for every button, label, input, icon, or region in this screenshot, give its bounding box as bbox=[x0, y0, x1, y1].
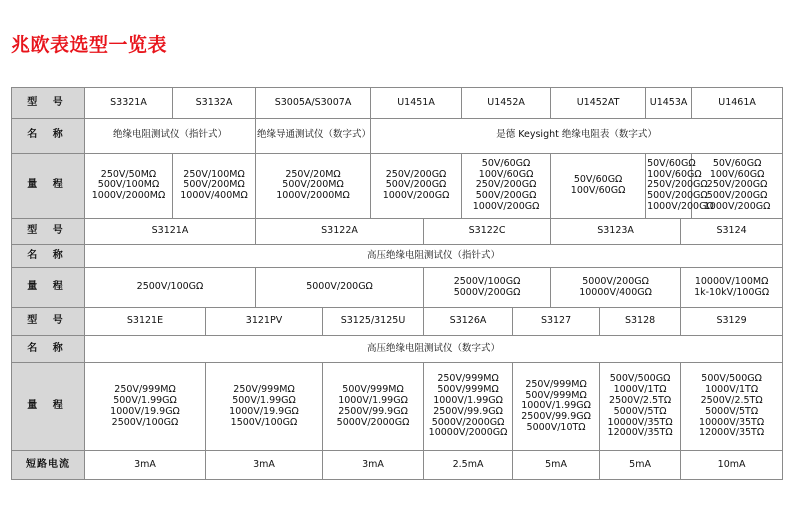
short-circuit-cell: 5mA bbox=[600, 451, 681, 480]
model-cell: S3122A bbox=[256, 219, 424, 245]
name-cell: 绝缘导通测试仪（数字式） bbox=[256, 118, 371, 153]
range-cell: 250V/20MΩ 500V/200MΩ 1000V/2000MΩ bbox=[256, 153, 371, 219]
short-circuit-cell: 5mA bbox=[513, 451, 600, 480]
model-label: 型 号 bbox=[12, 308, 85, 335]
short-circuit-cell: 2.5mA bbox=[424, 451, 513, 480]
model-cell: S3321A bbox=[85, 88, 173, 119]
model-cell: U1453A bbox=[646, 88, 692, 119]
range-cell: 250V/999MΩ 500V/999MΩ 1000V/1.99GΩ 2500V/99.9GΩ 5000V/10TΩ bbox=[513, 363, 600, 451]
range-cell: 5000V/200GΩ 10000V/400GΩ bbox=[551, 267, 681, 308]
model-cell: U1451A bbox=[371, 88, 462, 119]
range-label: 量 程 bbox=[12, 153, 85, 219]
model-cell: S3124 bbox=[681, 219, 783, 245]
model-cell: S3128 bbox=[600, 308, 681, 335]
model-cell: S3121E bbox=[85, 308, 206, 335]
range-cell: 500V/999MΩ 1000V/1.99GΩ 2500V/99.9GΩ 5000V/2000GΩ bbox=[323, 363, 424, 451]
range-cell: 250V/999MΩ 500V/1.99GΩ 1000V/19.9GΩ 2500V/100GΩ bbox=[85, 363, 206, 451]
name-cell: 高压绝缘电阻测试仪（数字式） bbox=[85, 335, 783, 362]
range-cell: 5000V/200GΩ bbox=[256, 267, 424, 308]
model-cell: S3126A bbox=[424, 308, 513, 335]
model-cell: S3121A bbox=[85, 219, 256, 245]
section1-name-row bbox=[12, 118, 783, 153]
range-label: 量 程 bbox=[12, 267, 85, 308]
range-cell: 500V/500GΩ 1000V/1TΩ 2500V/2.5TΩ 5000V/5TΩ 10000V/35TΩ 12000V/35TΩ bbox=[600, 363, 681, 451]
range-label: 量 程 bbox=[12, 363, 85, 451]
range-cell: 250V/100MΩ 500V/200MΩ 1000V/400MΩ bbox=[173, 153, 256, 219]
model-cell: S3125/3125U bbox=[323, 308, 424, 335]
section1-model-row bbox=[12, 88, 783, 119]
name-cell: 是德 Keysight 绝缘电阻表（数字式） bbox=[371, 118, 783, 153]
range-cell: 10000V/100MΩ 1k-10kV/100GΩ bbox=[681, 267, 783, 308]
model-cell: U1452AT bbox=[551, 88, 646, 119]
model-cell: S3132A bbox=[173, 88, 256, 119]
name-cell: 高压绝缘电阻测试仪（指针式） bbox=[85, 245, 783, 268]
name-label: 名 称 bbox=[12, 118, 85, 153]
model-cell: U1452A bbox=[462, 88, 551, 119]
section3-range-row bbox=[12, 363, 783, 451]
range-cell: 500V/500GΩ 1000V/1TΩ 2500V/2.5TΩ 5000V/5TΩ 10000V/35TΩ 12000V/35TΩ bbox=[681, 363, 783, 451]
range-cell: 50V/60GΩ 100V/60GΩ 250V/200GΩ 500V/200GΩ 1000V/200GΩ bbox=[692, 153, 783, 219]
model-cell: U1461A bbox=[692, 88, 783, 119]
model-cell: S3005A/S3007A bbox=[256, 88, 371, 119]
short-circuit-cell: 3mA bbox=[323, 451, 424, 480]
range-cell: 250V/999MΩ 500V/1.99GΩ 1000V/19.9GΩ 1500V/100GΩ bbox=[206, 363, 323, 451]
model-cell: 3121PV bbox=[206, 308, 323, 335]
section2-name-row bbox=[12, 245, 783, 268]
section3-short-circuit-row bbox=[12, 451, 783, 480]
range-cell: 250V/50MΩ 500V/100MΩ 1000V/2000MΩ bbox=[85, 153, 173, 219]
name-label: 名 称 bbox=[12, 335, 85, 362]
model-cell: S3122C bbox=[424, 219, 551, 245]
range-cell: 250V/200GΩ 500V/200GΩ 1000V/200GΩ bbox=[371, 153, 462, 219]
section2-model-row bbox=[12, 219, 783, 245]
short-circuit-cell: 3mA bbox=[206, 451, 323, 480]
page-title: 兆欧表选型一览表 bbox=[11, 34, 168, 56]
section1-range-row bbox=[12, 153, 783, 219]
short-circuit-label: 短路电流 bbox=[12, 451, 85, 480]
short-circuit-cell: 3mA bbox=[85, 451, 206, 480]
section2-range-row bbox=[12, 267, 783, 308]
section3-model-row bbox=[12, 308, 783, 335]
range-cell: 2500V/100GΩ bbox=[85, 267, 256, 308]
range-cell: 250V/999MΩ 500V/999MΩ 1000V/1.99GΩ 2500V/99.9GΩ 5000V/2000GΩ 10000V/2000GΩ bbox=[424, 363, 513, 451]
model-cell: S3127 bbox=[513, 308, 600, 335]
name-label: 名 称 bbox=[12, 245, 85, 268]
megohmmeter-selection-table bbox=[11, 87, 783, 480]
section3-name-row bbox=[12, 335, 783, 362]
range-cell: 50V/60GΩ 100V/60GΩ 250V/200GΩ 500V/200GΩ 1000V/200GΩ bbox=[646, 153, 692, 219]
model-cell: S3123A bbox=[551, 219, 681, 245]
model-label: 型 号 bbox=[12, 219, 85, 245]
model-cell: S3129 bbox=[681, 308, 783, 335]
name-cell: 绝缘电阻测试仪（指针式） bbox=[85, 118, 256, 153]
model-label: 型 号 bbox=[12, 88, 85, 119]
short-circuit-cell: 10mA bbox=[681, 451, 783, 480]
range-cell: 2500V/100GΩ 5000V/200GΩ bbox=[424, 267, 551, 308]
range-cell: 50V/60GΩ 100V/60GΩ bbox=[551, 153, 646, 219]
range-cell: 50V/60GΩ 100V/60GΩ 250V/200GΩ 500V/200GΩ 1000V/200GΩ bbox=[462, 153, 551, 219]
